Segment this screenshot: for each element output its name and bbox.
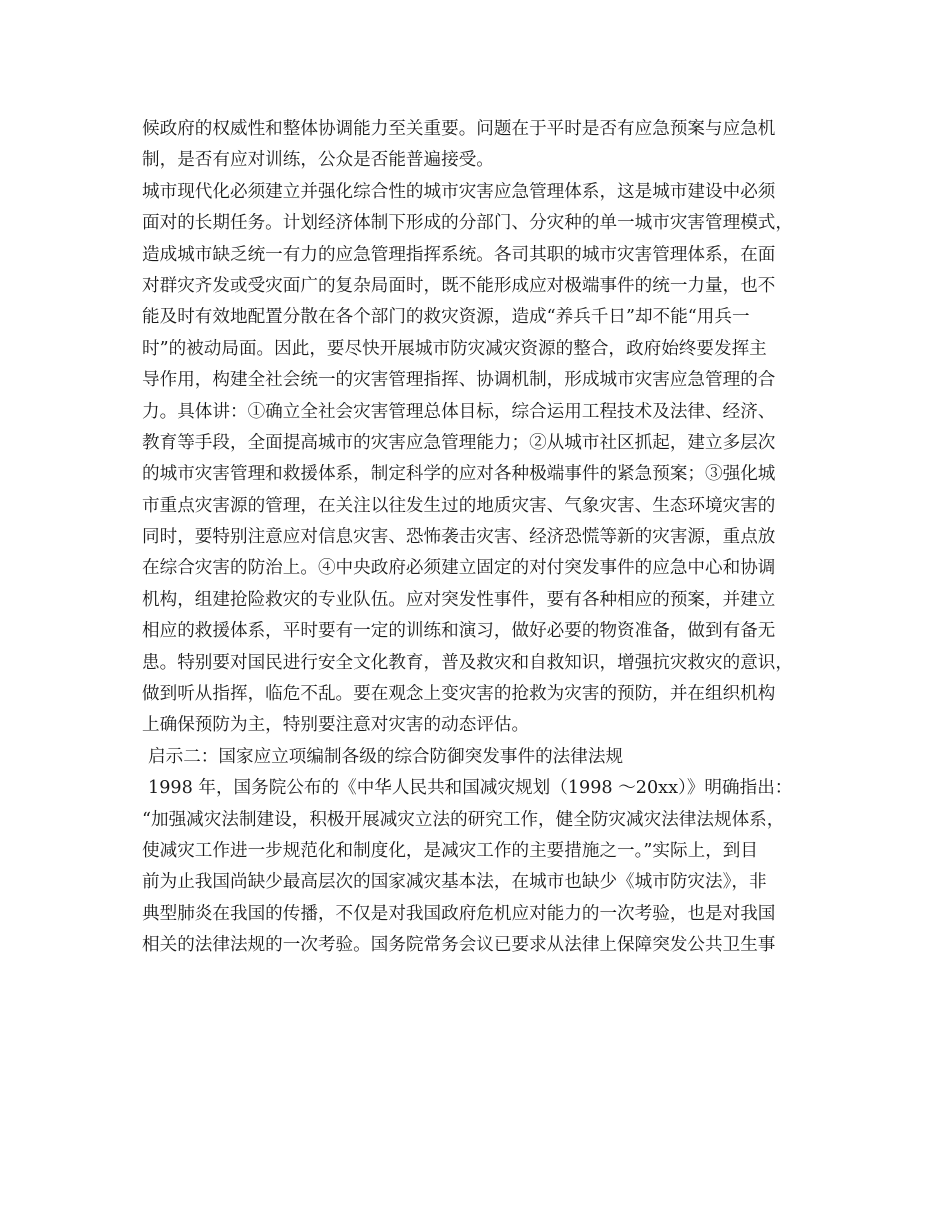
- text-line: 面对的长期任务。计划经济体制下形成的分部门、分灾种的单一城市灾害管理模式，: [142, 213, 793, 234]
- text-line: “加强减灾法制建设，积极开展减灾立法的研究工作，健全防灾减灾法律法规体系，: [142, 809, 785, 830]
- section-heading: 启示二：国家应立项编制各级的综合防御突发事件的法律法规: [148, 746, 624, 767]
- text-line: 候政府的权威性和整体协调能力至关重要。问题在于平时是否有应急预案与应急机: [142, 119, 776, 139]
- text-line: 教育等手段，全面提高城市的灾害应急管理能力；②从城市社区抓起，建立多层次: [142, 432, 776, 453]
- text-line: 同时，要特别注意应对信息灾害、恐怖袭击灾害、经济恐慌等新的灾害源，重点放: [142, 527, 776, 548]
- text-line: 造成城市缺乏统一有力的应急管理指挥系统。各司其职的城市灾害管理体系，在面: [142, 244, 776, 265]
- text-line: 做到听从指挥，临危不乱。要在观念上变灾害的抢救为灾害的预防，并在组织机构: [142, 684, 776, 705]
- text-line: 相关的法律法规的一次考验。国务院常务会议已要求从法律上保障突发公共卫生事: [142, 935, 776, 956]
- text-line: 使减灾工作进一步规范化和制度化，是减灾工作的主要措施之一。”实际上，到目: [142, 840, 758, 861]
- text-line: 能及时有效地配置分散在各个部门的救灾资源，造成“养兵千日”却不能“用兵一: [142, 307, 750, 328]
- text-line: 患。特别要对国民进行安全文化教育，普及救灾和自救知识，增强抗灾救灾的意识，: [142, 652, 793, 673]
- text-line: 典型肺炎在我国的传播，不仅是对我国政府危机应对能力的一次考验，也是对我国: [142, 903, 776, 924]
- text-line: 在综合灾害的防治上。④中央政府必须建立固定的对付突发事件的应急中心和协调: [142, 558, 776, 579]
- text-line: 市重点灾害源的管理，在关注以往发生过的地质灾害、气象灾害、生态环境灾害的: [142, 495, 776, 516]
- document-body: [142, 114, 822, 962]
- text-line: 导作用，构建全社会统一的灾害管理指挥、协调机制，形成城市灾害应急管理的合: [142, 370, 776, 391]
- text-line: 上确保预防为主，特别要注意对灾害的动态评估。: [142, 715, 530, 736]
- text-line: 前为止我国尚缺少最高层次的国家减灾基本法，在城市也缺少《城市防灾法》，非: [142, 872, 767, 893]
- text-line: 对群灾齐发或受灾面广的复杂局面时，既不能形成应对极端事件的统一力量，也不: [142, 275, 776, 296]
- text-line: 力。具体讲：①确立全社会灾害管理总体目标，综合运用工程技术及法律、经济、: [142, 401, 776, 422]
- text-line: 城市现代化必须建立并强化综合性的城市灾害应急管理体系，这是城市建设中必须: [142, 181, 776, 202]
- text-line: 1998 年，国务院公布的《中华人民共和国减灾规划（1998 ～20xx）》明确指出：: [148, 778, 793, 799]
- text-line: 相应的救援体系，平时要有一定的训练和演习，做好必要的物资准备，做到有备无: [142, 621, 776, 642]
- text-line: 机构，组建抢险救灾的专业队伍。应对突发性事件，要有各种相应的预案，并建立: [142, 589, 776, 610]
- text-line: 时”的被动局面。因此，要尽快开展城市防灾减灾资源的整合，政府始终要发挥主: [142, 338, 767, 359]
- text-line: 的城市灾害管理和救援体系，制定科学的应对各种极端事件的紧急预案；③强化城: [142, 464, 776, 485]
- text-line: 制，是否有应对训练，公众是否能普遍接受。: [142, 150, 494, 171]
